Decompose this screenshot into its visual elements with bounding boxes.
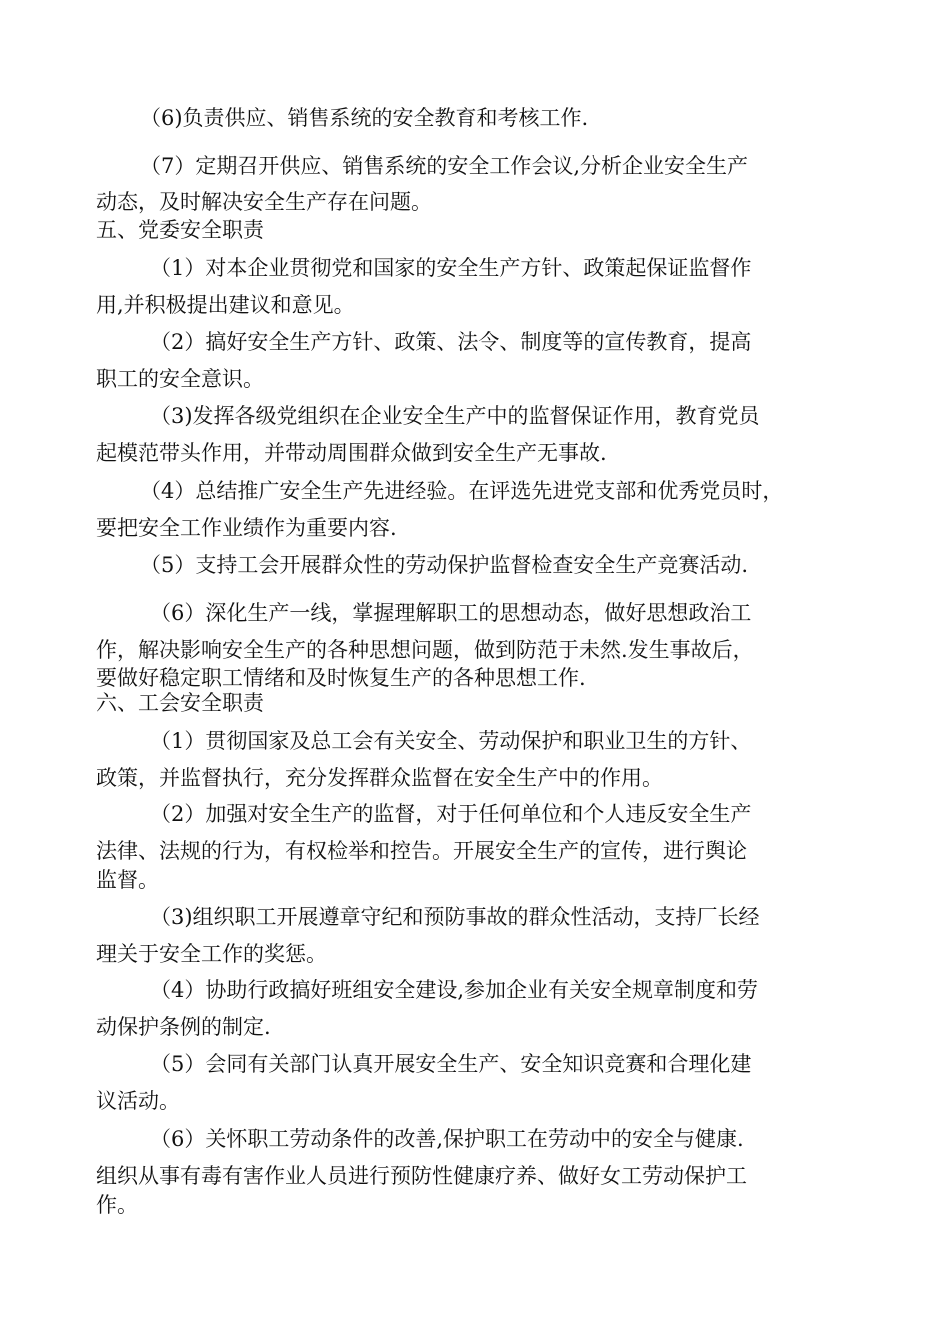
paragraph-line: （6）深化生产一线，掌握理解职工的思想动态，做好思想政治工: [150, 601, 752, 625]
paragraph-line: 职工的安全意识。: [96, 367, 264, 391]
paragraph-line: 要做好稳定职工情绪和及时恢复生产的各种思想工作.: [96, 666, 586, 690]
paragraph-line: （4）总结推广安全生产先进经验。在评选先进党支部和优秀党员时，: [140, 479, 784, 503]
paragraph-line: （5）会同有关部门认真开展安全生产、安全知识竞赛和合理化建: [150, 1052, 752, 1076]
paragraph-line: 动保护条例的制定.: [96, 1015, 271, 1039]
paragraph-line: 议活动。: [96, 1089, 180, 1113]
paragraph-line: （2）搞好安全生产方针、政策、法令、制度等的宣传教育，提高: [150, 330, 752, 354]
paragraph-line: （5）支持工会开展群众性的劳动保护监督检查安全生产竞赛活动.: [140, 553, 749, 577]
paragraph-line: 政策，并监督执行，充分发挥群众监督在安全生产中的作用。: [96, 766, 663, 790]
paragraph-line: 组织从事有毒有害作业人员进行预防性健康疗养、做好女工劳动保护工: [96, 1164, 747, 1188]
paragraph-line: （4）协助行政搞好班组安全建设,参加企业有关安全规章制度和劳: [150, 978, 759, 1002]
paragraph-line: 理关于安全工作的奖惩。: [96, 942, 327, 966]
paragraph-line: （3)组织职工开展遵章守纪和预防事故的群众性活动，支持厂长经: [150, 905, 760, 929]
paragraph-line: 用,并积极提出建议和意见。: [96, 293, 355, 317]
paragraph-line: 动态，及时解决安全生产存在问题。: [96, 190, 432, 214]
paragraph-line: （6）关怀职工劳动条件的改善,保护职工在劳动中的安全与健康.: [150, 1127, 744, 1151]
paragraph-line: 作，解决影响安全生产的各种思想问题，做到防范于未然.发生事故后，: [96, 638, 754, 662]
paragraph-line: 监督。: [96, 868, 159, 892]
paragraph-line: 作。: [96, 1193, 138, 1217]
paragraph-line: 法律、法规的行为，有权检举和控告。开展安全生产的宣传，进行舆论: [96, 839, 747, 863]
paragraph-line: （1）对本企业贯彻党和国家的安全生产方针、政策起保证监督作: [150, 256, 752, 280]
paragraph-line: （2）加强对安全生产的监督，对于任何单位和个人违反安全生产: [150, 802, 752, 826]
paragraph-line: （7）定期召开供应、销售系统的安全工作会议,分析企业安全生产: [140, 154, 749, 178]
section-heading: 五、党委安全职责: [96, 218, 264, 242]
paragraph-line: 要把安全工作业绩作为重要内容.: [96, 516, 397, 540]
section-heading: 六、工会安全职责: [96, 691, 264, 715]
paragraph-line: （3)发挥各级党组织在企业安全生产中的监督保证作用，教育党员: [150, 404, 760, 428]
paragraph-line: （1）贯彻国家及总工会有关安全、劳动保护和职业卫生的方针、: [150, 729, 752, 753]
paragraph-line: 起模范带头作用，并带动周围群众做到安全生产无事故.: [96, 441, 607, 465]
paragraph-line: （6)负责供应、销售系统的安全教育和考核工作.: [140, 106, 589, 130]
